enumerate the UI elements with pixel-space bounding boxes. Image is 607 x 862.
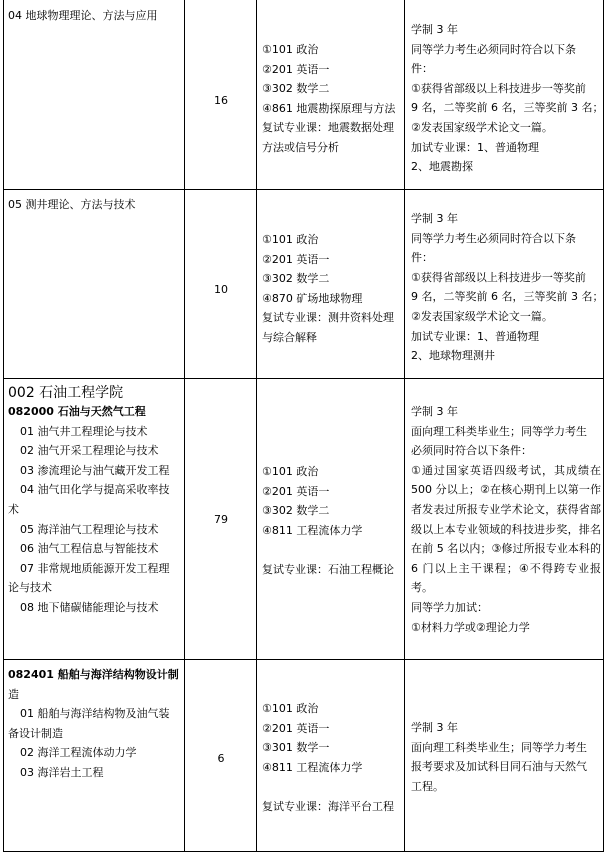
exam-subject: ③302 数学二 [262,82,330,96]
row1-exam-subjects [262,40,402,158]
note-line: 9 名，二等奖前 6 名，三等奖前 3 名； [411,290,604,304]
direction-label-cont: 备设计制造 [8,726,63,740]
note-line: 面向理工科类毕业生；同等学力考生 [411,740,587,754]
note-line: 学制 3 年 [411,405,458,418]
row4-exam-subjects [262,699,402,817]
row4-program [8,665,183,783]
note-line: 同等学力考生必须同时符合以下条 [411,42,576,56]
exam-subject: ④861 地震勘探原理与方法 [262,101,396,115]
note-paragraph: ①通过国家英语四级考试，其成绩在 500 分以上；②在核心期刊上以第一作者发表过所报专业学术论文，获得省部级以上本专业领域的科技进步奖，排名在前 5 名以内；③修过所报专业本科的 6 门以上主干课程；④不得跨专业报考。 [411,463,601,595]
row1-enrollment-count: 16 [214,94,228,107]
direction-label-cont: 术 [8,502,19,516]
row3-exam-subjects [262,462,402,580]
college-heading: 002 石油工程学院 [8,385,124,401]
row3-enrollment-count: 79 [214,513,228,526]
direction-label: 01 船舶与海洋结构物及油气装 [20,707,170,721]
direction-label-cont: 论与技术 [8,581,52,595]
note-line: 面向理工科类毕业生；同等学力考生 [411,424,587,438]
row2-direction [8,195,183,215]
exam-subject: 复试专业课：石油工程概论 [262,562,394,576]
exam-subject: 与综合解释 [262,330,317,344]
table-border-right [603,0,604,852]
note-line: ②发表国家级学术论文一篇。 [411,309,553,323]
note-line: 学制 3 年 [411,23,458,36]
exam-subject: ③302 数学二 [262,504,330,518]
note-line: 2、地震勘探 [411,160,473,174]
direction-label: 06 油气工程信息与智能技术 [20,542,159,556]
direction-label: 02 海洋工程流体动力学 [20,746,137,760]
note-line: ①获得省部级以上科技进步一等奖前 [411,270,586,284]
table-border-left [3,0,4,852]
note-line: 件： [411,62,433,76]
note-line: 9 名，二等奖前 6 名，三等奖前 3 名； [411,101,604,115]
note-line: 报考要求及加试科目同石油与天然气 [411,760,587,774]
exam-subject: ③302 数学二 [262,272,330,286]
column-divider [184,0,185,852]
direction-label: 07 非常规地质能源开发工程理 [20,561,170,575]
exam-subject: ②201 英语一 [262,721,330,735]
exam-subject: 复试专业课：海洋平台工程 [262,799,394,813]
direction-label: 04 油气田化学与提高采收率技 [20,483,170,497]
note-line: 加试专业课：1、普通物理 [411,140,539,154]
exam-subject: ③301 数学一 [262,741,330,755]
row3-program [8,384,183,618]
direction-label: 05 测井理论、方法与技术 [8,198,136,211]
note-line: ①材料力学或②理论力学 [411,620,530,634]
major-title: 082401 船舶与海洋结构物设计制 [8,668,179,681]
note-line: 加试专业课：1、普通物理 [411,329,539,343]
direction-label: 02 油气开采工程理论与技术 [20,444,159,458]
exam-subject: 复试专业课：地震数据处理 [262,121,394,135]
note-line: 同等学力加试： [411,600,488,614]
column-divider [404,0,405,852]
exam-subject: ④870 矿场地球物理 [262,291,363,305]
exam-subject: ②201 英语一 [262,252,330,266]
row-divider [3,659,604,660]
direction-label: 05 海洋油气工程理论与技术 [20,522,159,536]
row2-enrollment-count: 10 [214,283,228,296]
exam-subject: ①101 政治 [262,43,319,56]
exam-subject: 复试专业课：测井资料处理 [262,311,394,325]
exam-subject: 方法或信号分析 [262,140,339,154]
exam-subject: ①101 政治 [262,233,319,246]
row4-notes [411,718,601,796]
row2-notes [411,209,604,366]
note-line: ①获得省部级以上科技进步一等奖前 [411,81,586,95]
note-line: 2、地球物理测井 [411,349,495,363]
exam-subject: ②201 英语一 [262,484,330,498]
exam-subject: ④811 工程流体力学 [262,523,363,537]
direction-label: 08 地下储碳储能理论与技术 [20,600,159,614]
major-title: 082000 石油与天然气工程 [8,405,146,418]
row1-notes [411,20,604,177]
row1-direction [8,6,183,26]
row2-exam-subjects [262,230,402,348]
note-line: 同等学力考生必须同时符合以下条 [411,231,576,245]
exam-subject: ①101 政治 [262,702,319,715]
major-title-cont: 造 [8,687,19,701]
table-border-bottom [3,851,604,852]
note-line: 必须同时符合以下条件： [411,444,532,458]
row4-enrollment-count: 6 [217,752,225,765]
note-line: 学制 3 年 [411,212,458,225]
exam-subject: ④811 工程流体力学 [262,760,363,774]
exam-subject: ②201 英语一 [262,62,330,76]
note-line: ②发表国家级学术论文一篇。 [411,120,553,134]
note-line: 学制 3 年 [411,721,458,734]
note-line: 件： [411,251,433,265]
direction-label: 03 海洋岩土工程 [20,765,104,779]
row-divider [3,189,604,190]
column-divider [256,0,257,852]
direction-label: 03 渗流理论与油气藏开发工程 [20,463,170,477]
note-line: 工程。 [411,779,444,793]
direction-label: 04 地球物理理论、方法与应用 [8,9,158,22]
row-divider [3,378,604,379]
direction-label: 01 油气井工程理论与技术 [20,424,148,438]
row3-notes [411,402,601,637]
exam-subject: ①101 政治 [262,465,319,478]
